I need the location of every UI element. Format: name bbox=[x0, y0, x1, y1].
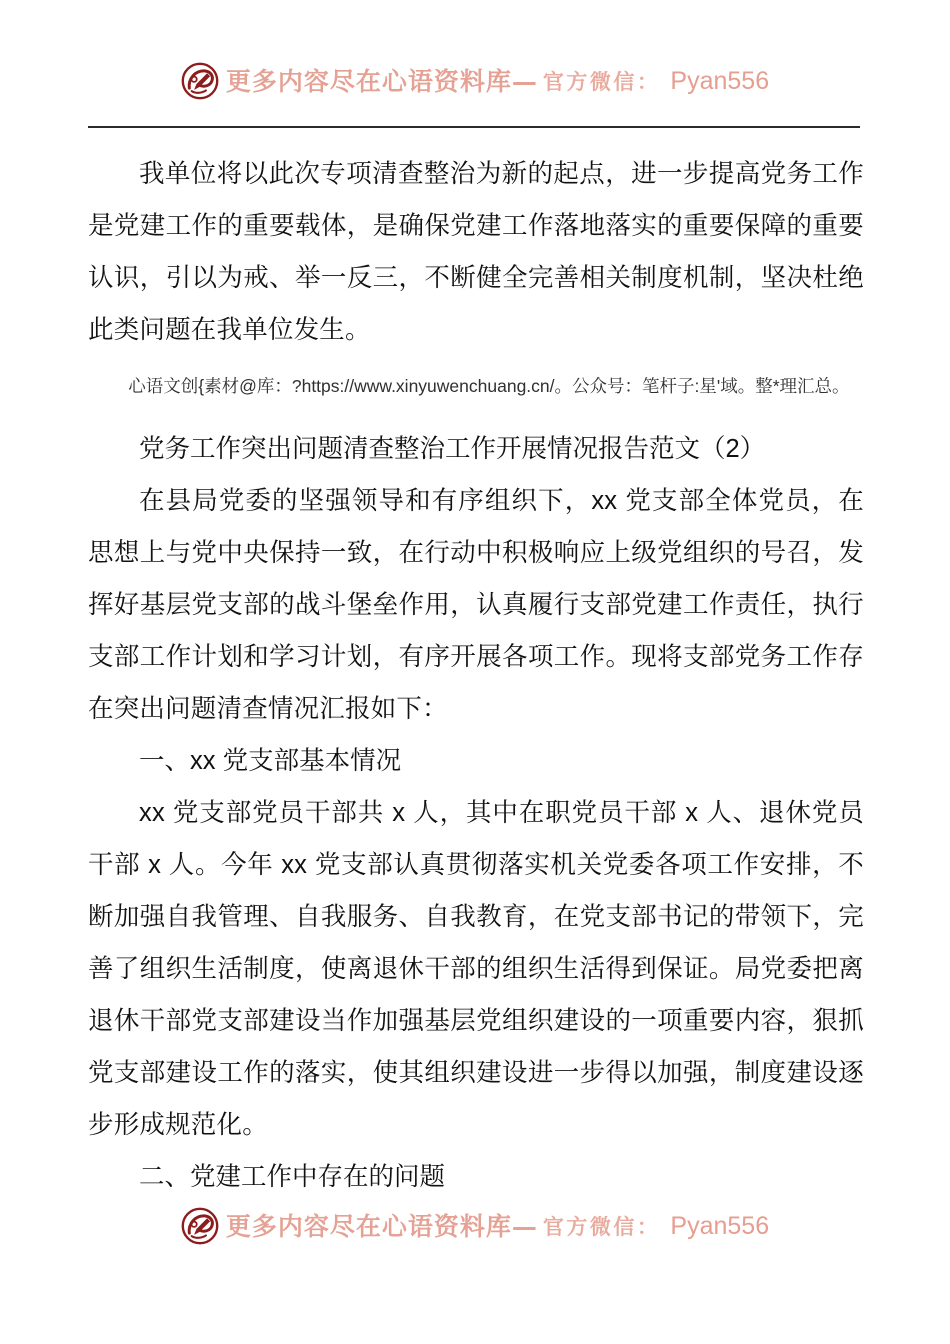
watermark-wechat-id: Pyan556 bbox=[670, 66, 770, 95]
paragraph-introduction: 在县局党委的坚强领导和有序组织下，xx 党支部全体党员，在思想上与党中央保持一致，在行动中积极响应上级党组织的号召，发挥好基层党支部的战斗堡垒作用，认真履行支部党建工作责任，执行支部工作计划和学习计划，有序开展各项工作。现将支部党务工作存在突出问题清查情况汇报如下： bbox=[88, 487, 864, 723]
watermark-brand-text: 更多内容尽在心语资料库— bbox=[225, 66, 538, 96]
spacer bbox=[88, 409, 864, 423]
section-heading-two: 二、党建工作中存在的问题 bbox=[139, 1163, 446, 1191]
document-body bbox=[88, 148, 864, 1203]
watermark-brand-text: 更多内容尽在心语资料库— bbox=[225, 1211, 538, 1241]
brush-swirl-emblem-icon bbox=[181, 62, 219, 100]
document-subtitle: 党务工作突出问题清查整治工作开展情况报告范文（2） bbox=[139, 435, 766, 463]
header-watermark bbox=[0, 62, 950, 100]
footer-watermark-inner bbox=[181, 1207, 769, 1245]
watermark-wechat-id: Pyan556 bbox=[670, 1211, 770, 1240]
source-note-line: 心语文创{素材@库：?https://www.xinyuwenchuang.cn/。公众号：笔杆子:星'域。整*理汇总。 bbox=[128, 376, 850, 396]
paragraph-branch-overview: xx 党支部党员干部共 x 人，其中在职党员干部 x 人、退休党员干部 x 人。今年 xx 党支部认真贯彻落实机关党委各项工作安排，不断加强自我管理、自我服务、自我教育，在党支部书记的带领下，完善了组织生活制度，使离退休干部的组织生活得到保证。局党委把离退休干部党支部建设当作加强基层党组织建设的一项重要内容，狠抓党支部建设工作的落实，使其组织建设进一步得以加强，制度建设逐步形成规范化。 bbox=[88, 799, 864, 1139]
footer-watermark bbox=[0, 1207, 950, 1245]
section-heading-one: 一、xx 党支部基本情况 bbox=[139, 747, 402, 775]
header-divider bbox=[88, 126, 860, 128]
watermark-channel-label: 官方微信： bbox=[542, 68, 661, 94]
brush-swirl-emblem-icon bbox=[181, 1207, 219, 1245]
paragraph-closing-statement: 我单位将以此次专项清查整治为新的起点，进一步提高党务工作是党建工作的重要载体，是确保党建工作落地落实的重要保障的重要认识，引以为戒、举一反三，不断健全完善相关制度机制，坚决杜绝此类问题在我单位发生。 bbox=[88, 160, 864, 344]
spacer bbox=[88, 356, 864, 364]
header-watermark-inner bbox=[181, 62, 769, 100]
watermark-channel-label: 官方微信： bbox=[542, 1213, 661, 1239]
